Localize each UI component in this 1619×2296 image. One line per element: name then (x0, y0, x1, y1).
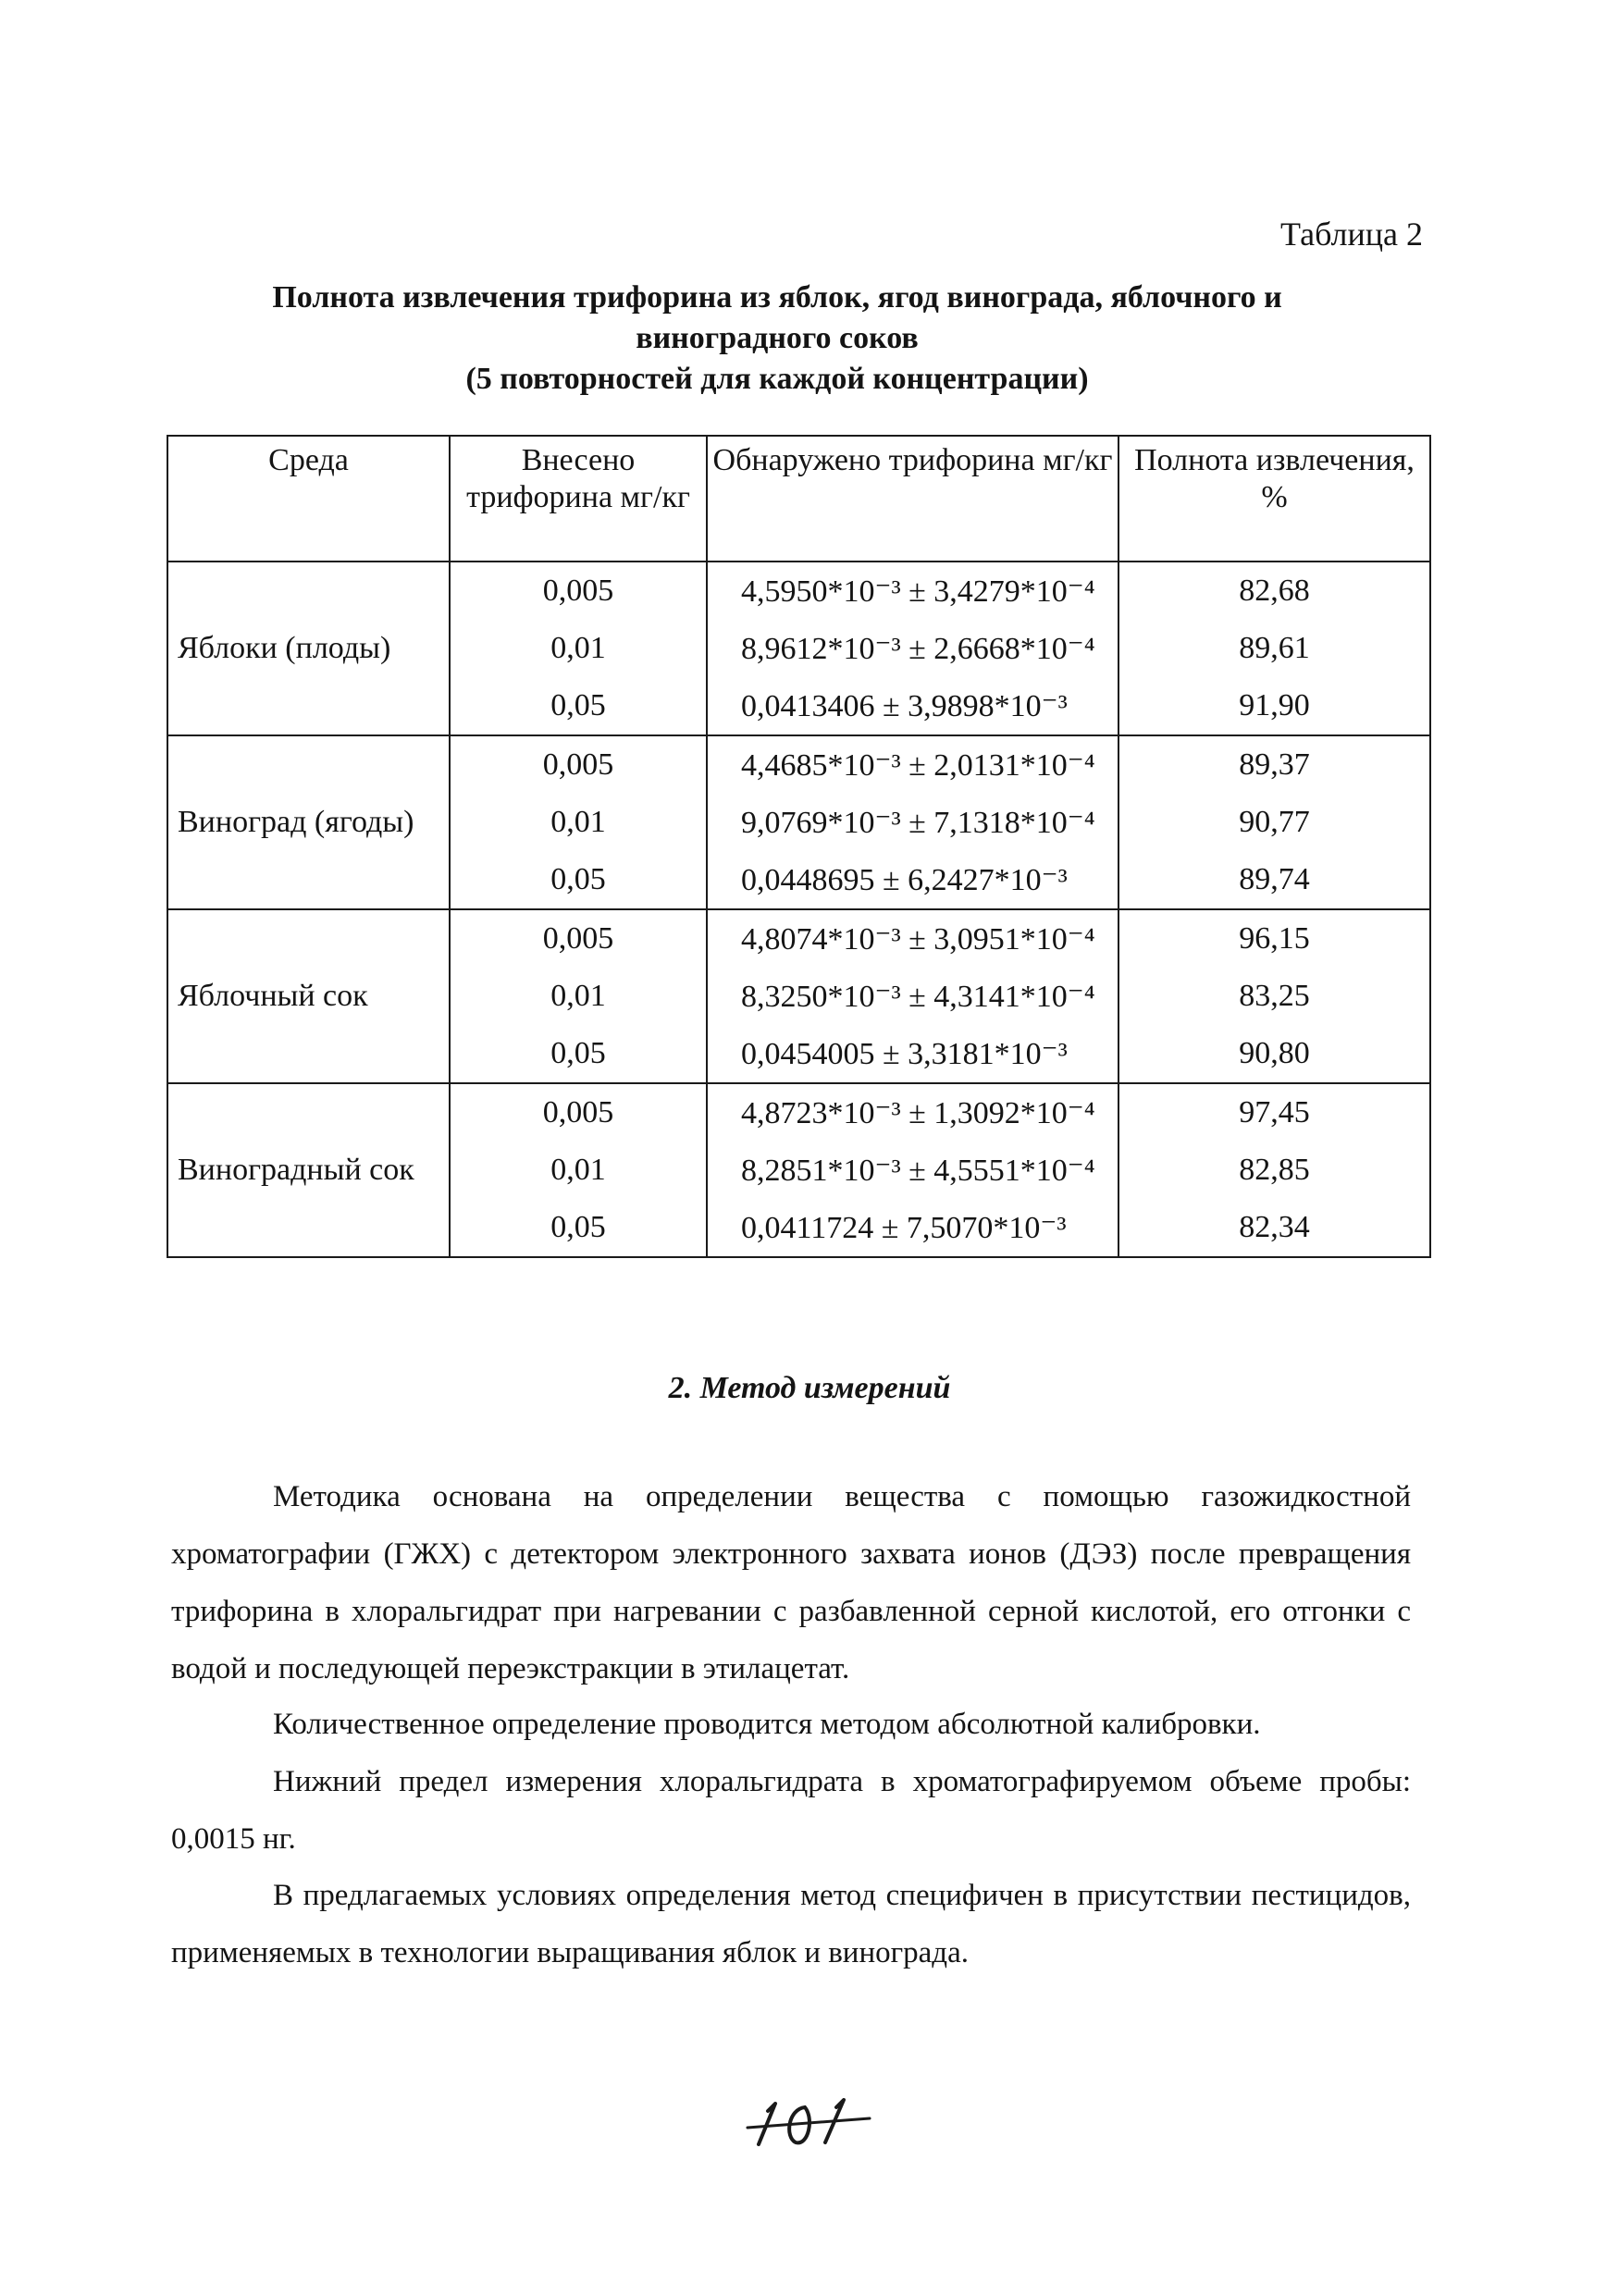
header-recovery: Полнота извлечения, % (1118, 436, 1430, 562)
found-cell: 4,8723*10⁻³ ± 1,3092*10⁻⁴ (707, 1083, 1118, 1142)
recovery-cell: 89,61 (1118, 620, 1430, 677)
found-cell: 8,2851*10⁻³ ± 4,5551*10⁻⁴ (707, 1142, 1118, 1199)
environment-cell: Яблочный сок (167, 909, 450, 1083)
table-row (167, 735, 1430, 794)
recovery-cell: 97,45 (1118, 1083, 1430, 1142)
recovery-cell: 96,15 (1118, 909, 1430, 968)
added-cell: 0,005 (450, 735, 707, 794)
added-cell: 0,01 (450, 620, 707, 677)
table-title-line-3: (5 повторностей для каждой концентрации) (465, 362, 1089, 396)
table-title-line-2: виноградного соков (636, 321, 919, 355)
found-cell: 9,0769*10⁻³ ± 7,1318*10⁻⁴ (707, 794, 1118, 851)
recovery-cell: 82,68 (1118, 562, 1430, 620)
section-heading: 2. Метод измерений (668, 1371, 951, 1405)
recovery-cell: 91,90 (1118, 677, 1430, 735)
recovery-table (167, 435, 1431, 1258)
found-cell: 4,8074*10⁻³ ± 3,0951*10⁻⁴ (707, 909, 1118, 968)
added-cell: 0,05 (450, 1199, 707, 1257)
added-cell: 0,01 (450, 794, 707, 851)
added-cell: 0,05 (450, 677, 707, 735)
environment-cell: Виноград (ягоды) (167, 735, 450, 909)
header-environment: Среда (167, 436, 450, 562)
table-row (167, 1083, 1430, 1142)
recovery-cell: 83,25 (1118, 968, 1430, 1025)
found-cell: 8,9612*10⁻³ ± 2,6668*10⁻⁴ (707, 620, 1118, 677)
table-row (167, 909, 1430, 968)
paragraph-method-basis: Методика основана на определении вещества с помощью газожидкостной хроматографии (ГЖХ) с детектором электронного захвата ионов (ДЭЗ) после превращения трифорина в хлоральгидрат при нагревании с разбавленной серной кислотой, его отгонки с водой и последующей переэкстракции в этилацетат. (171, 1480, 1411, 1685)
found-cell: 4,5950*10⁻³ ± 3,4279*10⁻⁴ (707, 562, 1118, 620)
found-cell: 0,0454005 ± 3,3181*10⁻³ (707, 1025, 1118, 1083)
table-title (171, 278, 1383, 400)
table-row (167, 562, 1430, 620)
environment-cell: Виноградный сок (167, 1083, 450, 1257)
added-cell: 0,01 (450, 968, 707, 1025)
recovery-cell: 89,37 (1118, 735, 1430, 794)
recovery-cell: 89,74 (1118, 851, 1430, 909)
found-cell: 0,0413406 ± 3,9898*10⁻³ (707, 677, 1118, 735)
recovery-cell: 90,80 (1118, 1025, 1430, 1083)
added-cell: 0,05 (450, 851, 707, 909)
table-title-line-1: Полнота извлечения трифорина из яблок, ягод винограда, яблочного и (272, 280, 1282, 315)
added-cell: 0,05 (450, 1025, 707, 1083)
paragraph-quantitative: Количественное определение проводится методом абсолютной калибровки. (273, 1708, 1261, 1741)
found-cell: 0,0448695 ± 6,2427*10⁻³ (707, 851, 1118, 909)
recovery-cell: 90,77 (1118, 794, 1430, 851)
recovery-cell: 82,34 (1118, 1199, 1430, 1257)
header-added: Внесено трифорина мг/кг (450, 436, 707, 562)
added-cell: 0,005 (450, 1083, 707, 1142)
paragraph-lower-limit: Нижний предел измерения хлоральгидрата в хроматографируемом объеме пробы: 0,0015 нг. (171, 1765, 1411, 1856)
table-label: Таблица 2 (1280, 216, 1423, 253)
added-cell: 0,005 (450, 909, 707, 968)
handwritten-page-number (740, 2091, 879, 2155)
table-header-row (167, 436, 1430, 562)
found-cell: 4,4685*10⁻³ ± 2,0131*10⁻⁴ (707, 735, 1118, 794)
added-cell: 0,01 (450, 1142, 707, 1199)
paragraph-specificity: В предлагаемых условиях определения метод специфичен в присутствии пестицидов, применяемых в технологии выращивания яблок и винограда. (171, 1879, 1411, 1969)
environment-cell: Яблоки (плоды) (167, 562, 450, 735)
header-found: Обнаружено трифорина мг/кг (707, 436, 1118, 562)
found-cell: 0,0411724 ± 7,5070*10⁻³ (707, 1199, 1118, 1257)
recovery-cell: 82,85 (1118, 1142, 1430, 1199)
added-cell: 0,005 (450, 562, 707, 620)
found-cell: 8,3250*10⁻³ ± 4,3141*10⁻⁴ (707, 968, 1118, 1025)
